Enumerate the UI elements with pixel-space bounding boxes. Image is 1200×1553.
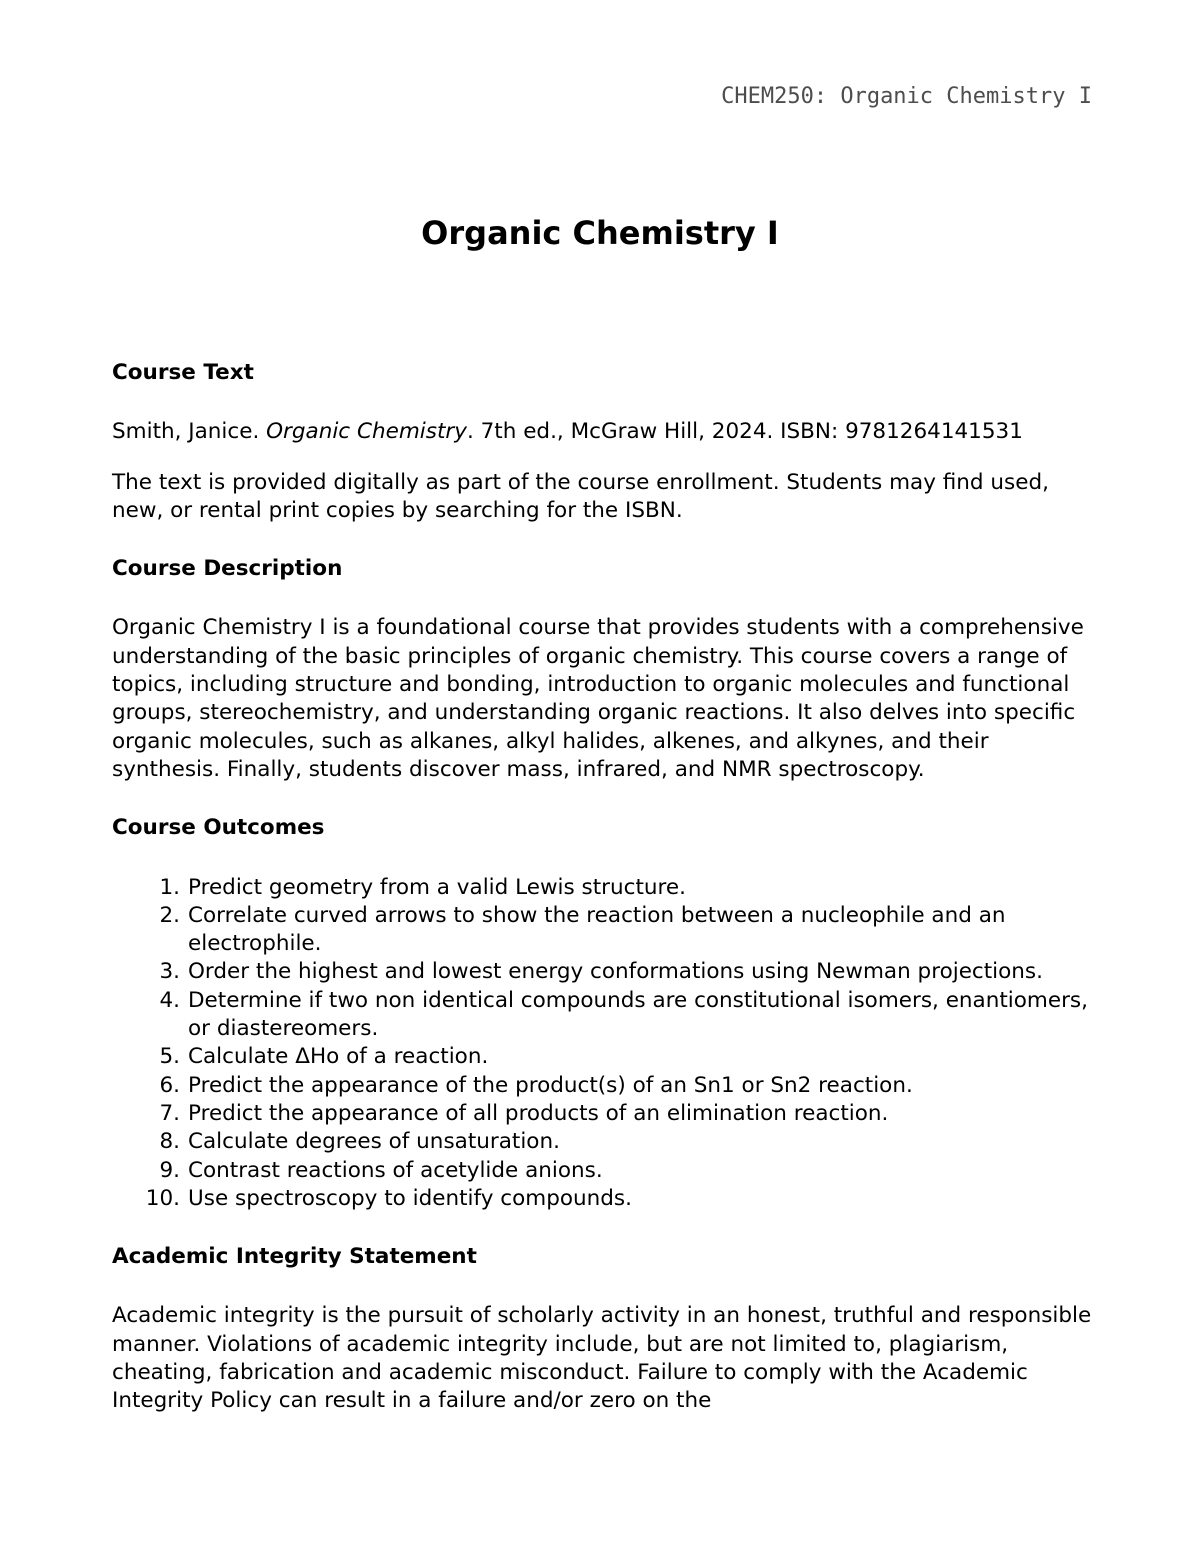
outcome-number: 7. xyxy=(159,1100,180,1126)
academic-integrity-section xyxy=(112,1243,1102,1415)
outcome-number: 4. xyxy=(159,987,180,1013)
course-text-section xyxy=(112,359,1102,525)
outcome-number: 1. xyxy=(159,874,180,900)
academic-integrity-heading: Academic Integrity Statement xyxy=(112,1244,477,1270)
outcome-item xyxy=(112,874,1102,902)
course-outcomes-list xyxy=(112,874,1102,1214)
outcome-item xyxy=(112,902,1102,959)
outcome-item xyxy=(112,1072,1102,1100)
outcome-number: 5. xyxy=(159,1044,180,1070)
outcome-text: Calculate degrees of unsaturation. xyxy=(188,1129,560,1155)
course-text-note: The text is provided digitally as part of the course enrollment. Students may find used, new, or rental print copies by searching for the ISBN. xyxy=(112,469,1049,523)
outcome-text: Order the highest and lowest energy conformations using Newman projections. xyxy=(188,959,1043,985)
outcome-number: 3. xyxy=(159,959,180,985)
outcome-text: Correlate curved arrows to show the reaction between a nucleophile and an electrophile. xyxy=(188,902,1006,957)
outcome-text: Predict the appearance of all products of an elimination reaction. xyxy=(188,1100,889,1126)
outcome-number: 6. xyxy=(159,1072,180,1098)
course-description-section xyxy=(112,555,1102,784)
course-outcomes-heading: Course Outcomes xyxy=(112,815,325,841)
outcome-text: Calculate ΔHo of a reaction. xyxy=(188,1044,489,1070)
outcome-number: 9. xyxy=(159,1157,180,1183)
course-description-heading: Course Description xyxy=(112,556,343,582)
outcome-item xyxy=(112,1043,1102,1071)
outcome-number: 2. xyxy=(159,902,180,928)
outcome-item xyxy=(112,1157,1102,1185)
outcome-number: 10. xyxy=(145,1185,180,1211)
outcome-item xyxy=(112,1128,1102,1156)
course-outcomes-section xyxy=(112,814,1102,1213)
outcome-text: Predict geometry from a valid Lewis structure. xyxy=(188,874,686,900)
citation-book-title: Organic Chemistry xyxy=(266,419,467,445)
outcome-text: Predict the appearance of the product(s) of an Sn1 or Sn2 reaction. xyxy=(188,1072,913,1098)
outcome-text: Determine if two non identical compounds are constitutional isomers, enantiomers, or diastereomers. xyxy=(188,987,1088,1042)
outcome-item xyxy=(112,1100,1102,1128)
outcome-text: Use spectroscopy to identify compounds. xyxy=(188,1185,632,1211)
outcome-number: 8. xyxy=(159,1129,180,1155)
course-text-heading: Course Text xyxy=(112,360,254,385)
outcome-item xyxy=(112,987,1102,1044)
document-title: Organic Chemistry I xyxy=(421,214,779,252)
outcome-item xyxy=(112,958,1102,986)
outcome-text: Contrast reactions of acetylide anions. xyxy=(188,1157,603,1183)
textbook-citation xyxy=(112,418,1102,446)
citation-author: Smith, Janice. xyxy=(112,419,267,445)
citation-details: . 7th ed., McGraw Hill, 2024. ISBN: 9781264141531 xyxy=(466,419,1023,445)
outcome-item xyxy=(112,1185,1102,1213)
academic-integrity-body: Academic integrity is the pursuit of scholarly activity in an honest, truthful and responsible manner. Violations of academic integrity include, but are not limited to, plagiarism, cheating, fabrication and academic misconduct. Failure to comply with the Academic Integrity Policy can result in a failure and/or zero on the xyxy=(112,1303,1092,1414)
document-body xyxy=(112,359,1102,1416)
course-description-body: Organic Chemistry I is a foundational course that provides students with a comprehensive understanding of the basic principles of organic chemistry. This course covers a range of topics, including structure and bonding, introduction to organic molecules and functional groups, stereochemistry, and understanding organic reactions. It also delves into specific organic molecules, such as alkanes, alkyl halides, alkenes, and alkynes, and their synthesis. Finally, students discover mass, infrared, and NMR spectroscopy. xyxy=(112,615,1084,782)
running-header: CHEM250: Organic Chemistry I xyxy=(721,84,1092,109)
